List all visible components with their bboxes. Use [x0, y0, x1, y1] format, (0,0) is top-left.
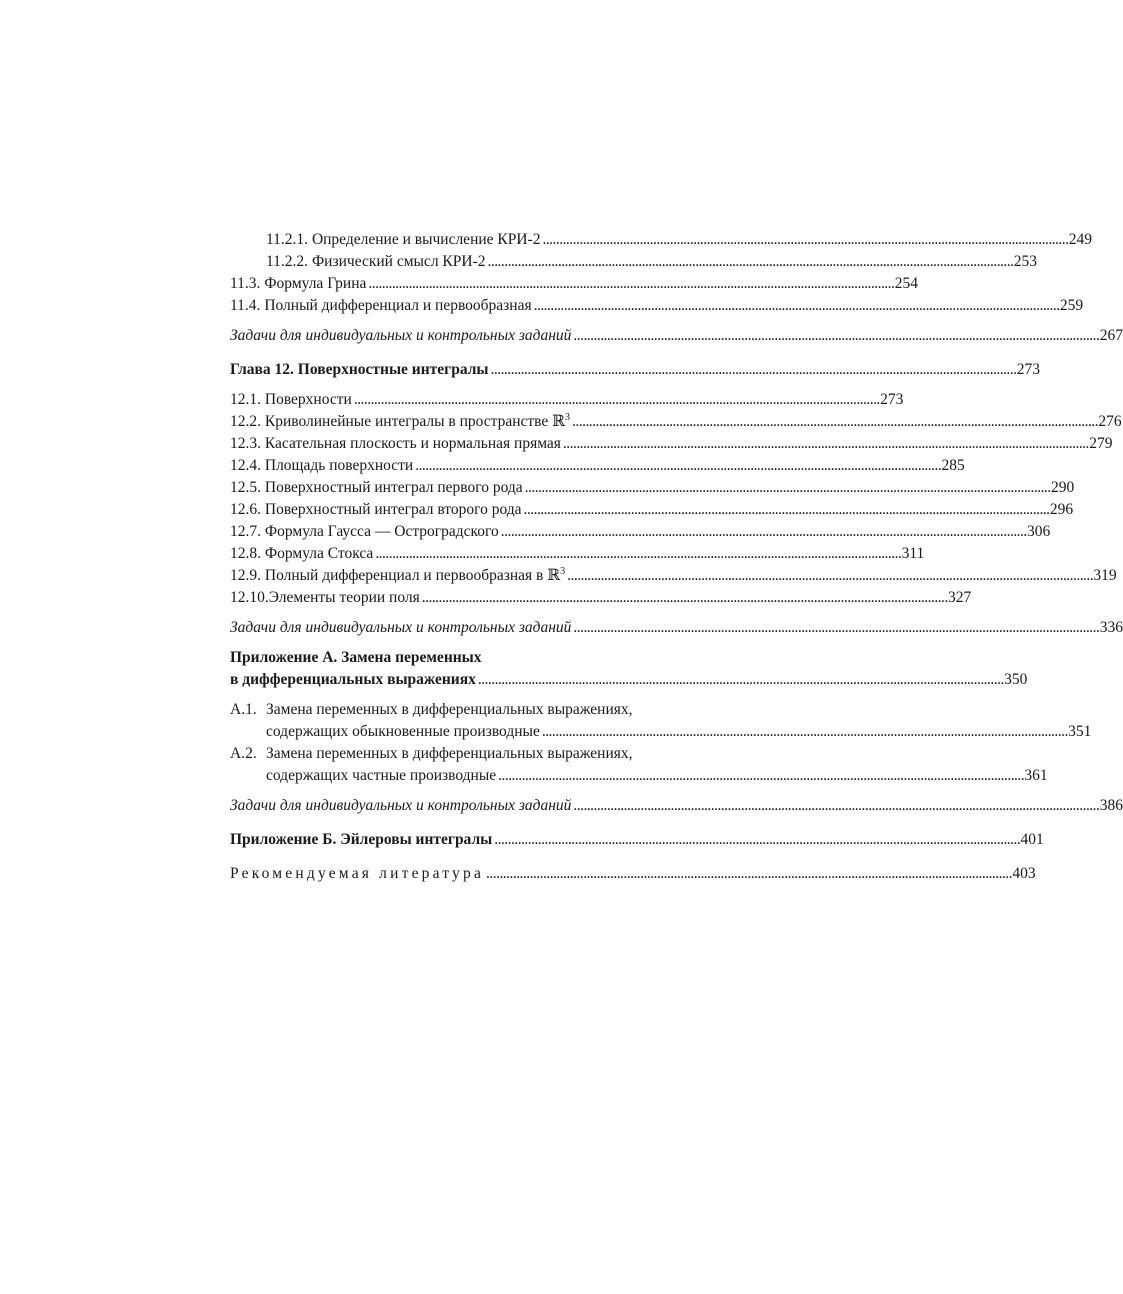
superscript: 3 [565, 411, 571, 423]
entry-title: Полный дифференциал и первообразная в [264, 567, 544, 584]
appendix-a-title-line2: в дифференциальных выражениях [230, 671, 476, 688]
toc-entry-12-7 [230, 521, 1051, 543]
toc-entry-appendix-a [230, 669, 1028, 691]
real-space-symbol: ℝ [547, 567, 561, 584]
superscript: 3 [560, 565, 566, 577]
entry-page: 306 [1027, 523, 1051, 540]
entry-page: 319 [1093, 567, 1117, 584]
entry-page: 336 [1099, 619, 1123, 636]
entry-title: Задачи для индивидуальных и контрольных заданий [230, 619, 572, 636]
toc-entry-literature [230, 863, 1036, 885]
entry-number: 11.2.1. [266, 231, 309, 248]
entry-number: 11.3. [230, 275, 261, 292]
leader-dots [525, 477, 1049, 499]
toc-entry-12-1 [230, 389, 904, 411]
leader-dots [488, 251, 1012, 273]
chapter-title: Глава 12. Поверхностные интегралы [230, 361, 489, 378]
toc-entry-appendix-b [230, 829, 1044, 851]
leader-dots [494, 829, 1018, 851]
appendix-a-title-line1: Приложение А. Замена переменных [230, 649, 482, 666]
toc-entry-chapter-12 [230, 359, 1041, 381]
leader-dots [573, 325, 1097, 347]
entry-title: Криволинейные интегралы в пространстве [264, 413, 549, 430]
entry-title: Формула Гаусса — Остроградского [264, 523, 499, 540]
leader-dots [491, 359, 1015, 381]
leader-dots [567, 565, 1091, 587]
entry-number: 12.7. [230, 523, 261, 540]
toc-entry-tasks-12 [230, 617, 1123, 639]
entry-page: 361 [1024, 767, 1048, 784]
leader-dots [422, 587, 946, 609]
entry-title-line1: Замена переменных в дифференциальных выражениях, [266, 745, 633, 762]
entry-page: 401 [1020, 831, 1044, 848]
toc-entry-11-2-2 [230, 251, 1038, 273]
entry-title-line2: содержащих обыкновенные производные [266, 723, 540, 740]
entry-number: 12.5. [230, 479, 261, 496]
leader-dots [542, 721, 1066, 743]
toc-entry-11-2-1 [230, 229, 1093, 251]
entry-page: 273 [1016, 361, 1041, 378]
leader-dots [542, 229, 1066, 251]
entry-page: 311 [901, 545, 925, 562]
toc-entry-tasks-appendix [230, 795, 1123, 817]
entry-title: Поверхности [264, 391, 352, 408]
toc-entry-12-8 [230, 543, 925, 565]
entry-number: 12.2. [230, 413, 261, 430]
toc-entry-12-6 [230, 499, 1074, 521]
toc-entry-12-9 [230, 565, 1117, 587]
toc-entry-12-2 [230, 411, 1122, 433]
leader-dots [524, 499, 1048, 521]
entry-number: 11.2.2. [266, 253, 309, 270]
leader-dots [501, 521, 1025, 543]
entry-page: 253 [1013, 253, 1038, 270]
table-of-contents [230, 229, 1123, 885]
entry-title: Поверхностный интеграл первого рода [264, 479, 523, 496]
leader-dots [498, 765, 1022, 787]
entry-number: 12.6. [230, 501, 261, 518]
toc-entry-12-4 [230, 455, 965, 477]
leader-dots [354, 389, 878, 411]
entry-title: Задачи для индивидуальных и контрольных заданий [230, 797, 572, 814]
entry-number: А.2. [230, 745, 257, 762]
entry-page: 267 [1099, 327, 1123, 344]
leader-dots [573, 617, 1097, 639]
entry-number: 12.10. [230, 589, 269, 606]
entry-page: 276 [1098, 413, 1122, 430]
entry-title: Формула Стокса [264, 545, 374, 562]
entry-title-line2: содержащих частные производные [266, 767, 497, 784]
leader-dots [563, 433, 1087, 455]
entry-title-line1: Замена переменных в дифференциальных выражениях, [266, 701, 633, 718]
entry-page: 350 [1004, 671, 1028, 688]
entry-page: 259 [1059, 297, 1084, 314]
entry-title: Касательная плоскость и нормальная прямая [264, 435, 561, 452]
entry-title: Элементы теории поля [268, 589, 420, 606]
entry-title: Физический смысл КРИ-2 [311, 253, 486, 270]
entry-page: 386 [1099, 797, 1123, 814]
toc-entry-a-1 [230, 699, 1092, 743]
real-space-symbol: ℝ [552, 413, 566, 430]
entry-title: Поверхностный интеграл второго рода [264, 501, 522, 518]
entry-number: А.1. [230, 701, 257, 718]
toc-entry-12-3 [230, 433, 1113, 455]
entry-title: Задачи для индивидуальных и контрольных заданий [230, 327, 572, 344]
leader-dots [534, 295, 1058, 317]
leader-dots [368, 273, 892, 295]
entry-page: 285 [941, 457, 965, 474]
entry-page: 249 [1068, 231, 1093, 248]
entry-number: 12.4. [230, 457, 261, 474]
entry-page: 254 [894, 275, 918, 292]
entry-title: Формула Грина [264, 275, 367, 292]
toc-entry-11-4 [230, 295, 1084, 317]
leader-dots [375, 543, 899, 565]
toc-entry-12-10 [230, 587, 972, 609]
entry-title: Площадь поверхности [264, 457, 414, 474]
entry-number: 12.1. [230, 391, 261, 408]
toc-entry-a-2 [230, 743, 1048, 787]
literature-title: Рекомендуемая литература [230, 865, 485, 882]
leader-dots [573, 795, 1097, 817]
entry-number: 11.4. [230, 297, 261, 314]
appendix-b-title: Приложение Б. Эйлеровы интегралы [230, 831, 493, 848]
entry-page: 296 [1049, 501, 1074, 518]
entry-page: 279 [1089, 435, 1113, 452]
leader-dots [478, 669, 1002, 691]
leader-dots [415, 455, 939, 477]
toc-entry-12-5 [230, 477, 1075, 499]
toc-entry-11-3 [230, 273, 918, 295]
entry-number: 12.8. [230, 545, 261, 562]
toc-entry-tasks-11 [230, 325, 1123, 347]
entry-number: 12.9. [230, 567, 261, 584]
entry-page: 403 [1012, 865, 1036, 882]
entry-title: Полный дифференциал и первообразная [264, 297, 532, 314]
entry-page: 327 [948, 589, 972, 606]
entry-page: 290 [1050, 479, 1075, 496]
leader-dots [572, 411, 1096, 433]
entry-number: 12.3. [230, 435, 261, 452]
leader-dots [486, 863, 1010, 885]
entry-title: Определение и вычисление КРИ-2 [311, 231, 541, 248]
entry-page: 351 [1068, 723, 1092, 740]
entry-page: 273 [880, 391, 904, 408]
